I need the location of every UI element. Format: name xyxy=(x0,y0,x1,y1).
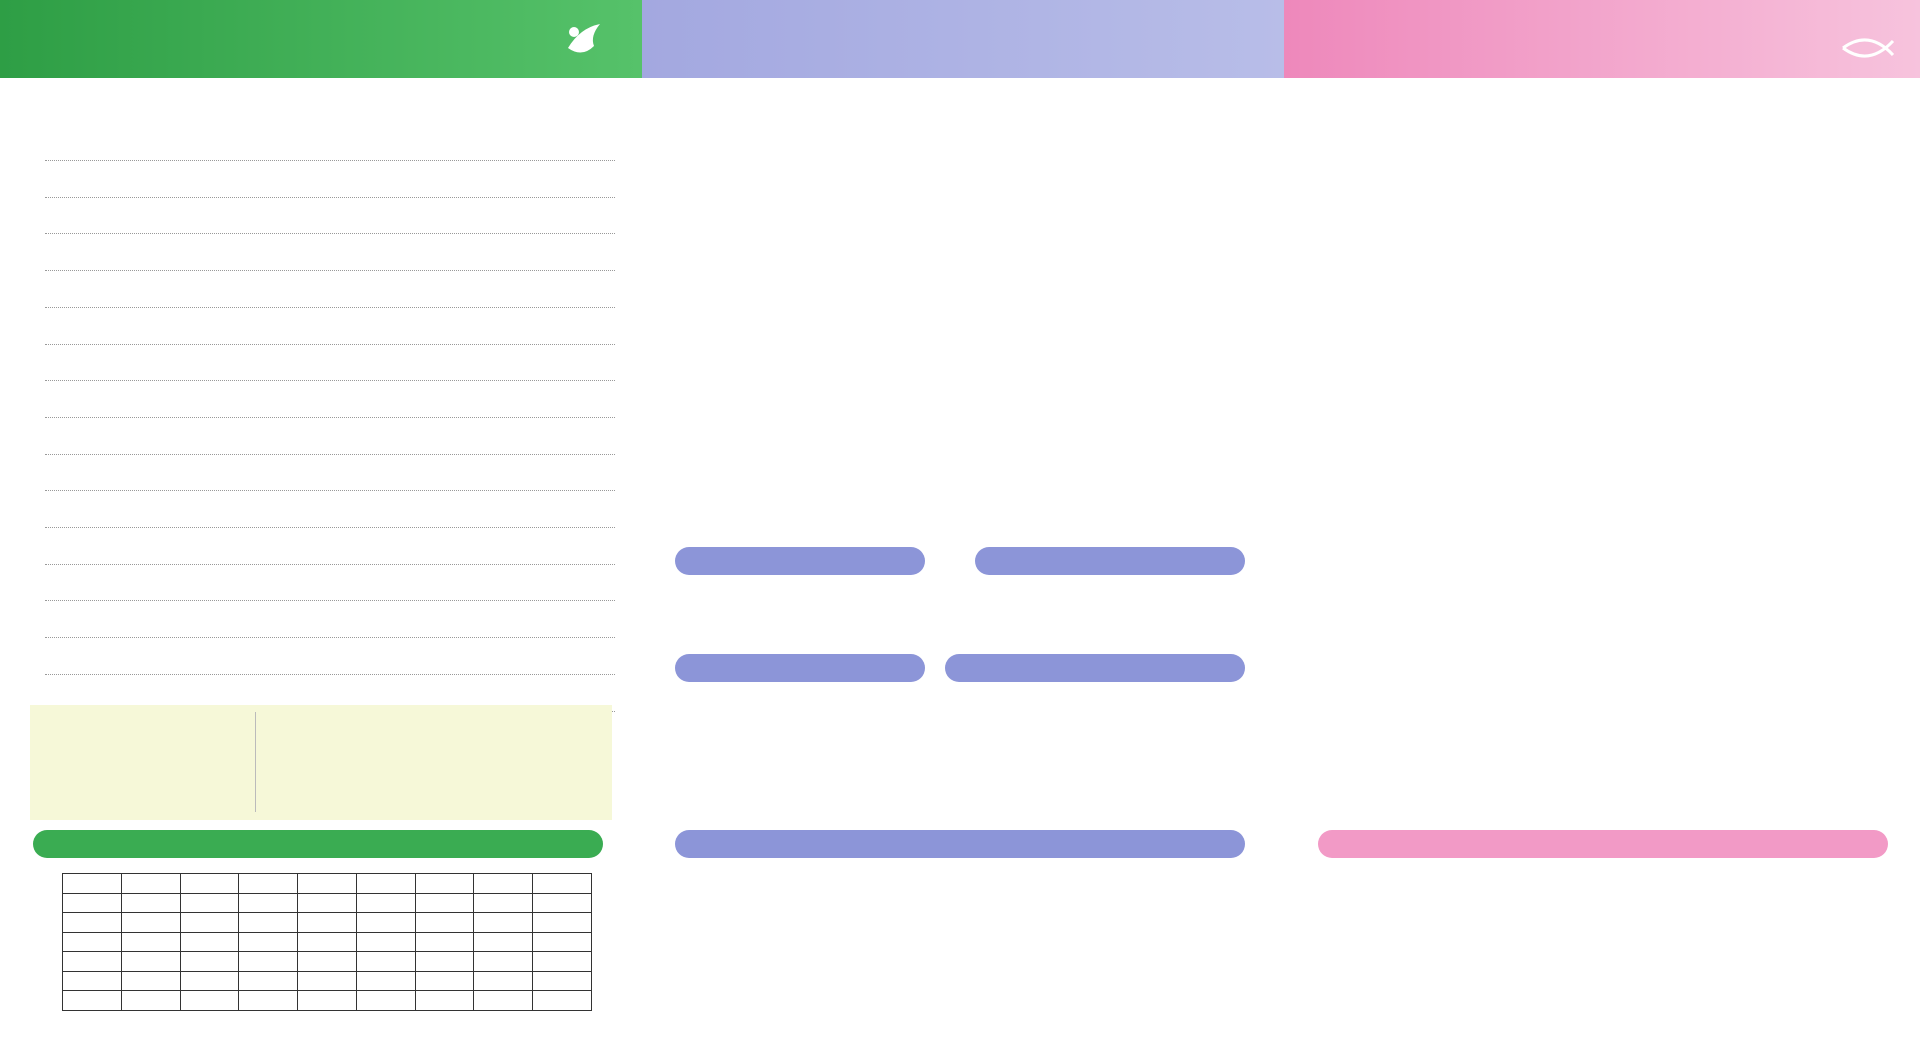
stats-header xyxy=(415,874,474,894)
friday-prayer-title xyxy=(675,547,925,575)
stats-cell xyxy=(63,991,122,1011)
stats-cell xyxy=(121,913,180,933)
stats-header xyxy=(356,874,415,894)
stats-header xyxy=(180,874,239,894)
stats-cell xyxy=(239,932,298,952)
stats-cell xyxy=(298,952,357,972)
stats-cell xyxy=(415,991,474,1011)
stats-row xyxy=(63,932,592,952)
stats-cell xyxy=(121,991,180,1011)
stats-title xyxy=(33,830,603,858)
header-sunday-morning xyxy=(0,0,642,78)
stats-cell xyxy=(415,952,474,972)
stats-cell xyxy=(63,971,122,991)
stats-cell xyxy=(356,971,415,991)
stats-header xyxy=(239,874,298,894)
header-sunday-afternoon xyxy=(642,0,1284,78)
stats-header-row xyxy=(63,874,592,894)
stats-table xyxy=(62,873,592,1011)
stats-row xyxy=(63,952,592,972)
stats-cell xyxy=(533,913,592,933)
stats-header xyxy=(533,874,592,894)
stats-cell xyxy=(533,932,592,952)
dawn-prayer-title xyxy=(975,547,1245,575)
stats-cell xyxy=(533,971,592,991)
order-row xyxy=(45,419,615,455)
third-service-box xyxy=(30,705,612,820)
stats-cell xyxy=(298,971,357,991)
order-row xyxy=(45,345,615,381)
stats-cell xyxy=(415,913,474,933)
order-row xyxy=(45,162,615,198)
stats-cell xyxy=(533,952,592,972)
order-row xyxy=(45,198,615,234)
stats-cell xyxy=(356,893,415,913)
stats-row xyxy=(63,971,592,991)
order-row xyxy=(45,565,615,601)
stats-header xyxy=(298,874,357,894)
stats-cell xyxy=(121,932,180,952)
order-row xyxy=(45,529,615,565)
servants-title xyxy=(675,830,1245,858)
order-row xyxy=(45,235,615,271)
stats-header xyxy=(474,874,533,894)
stats-cell xyxy=(63,952,122,972)
stats-cell xyxy=(474,893,533,913)
stats-cell xyxy=(415,893,474,913)
stats-cell xyxy=(533,893,592,913)
stats-cell xyxy=(474,991,533,1011)
stats-cell xyxy=(415,932,474,952)
stats-cell xyxy=(180,893,239,913)
offering-title xyxy=(945,654,1245,682)
stats-cell xyxy=(63,932,122,952)
stats-cell xyxy=(180,991,239,1011)
stats-row xyxy=(63,913,592,933)
stats-cell xyxy=(239,913,298,933)
stats-cell xyxy=(63,913,122,933)
club-title xyxy=(1318,830,1888,858)
guide-title xyxy=(675,654,925,682)
stats-header xyxy=(121,874,180,894)
order-row xyxy=(45,602,615,638)
stats-cell xyxy=(474,932,533,952)
stats-cell xyxy=(474,971,533,991)
stats-cell xyxy=(298,991,357,1011)
stats-cell xyxy=(298,913,357,933)
stats-cell xyxy=(533,991,592,1011)
stats-cell xyxy=(239,991,298,1011)
stats-cell xyxy=(356,932,415,952)
stats-cell xyxy=(121,971,180,991)
stats-cell xyxy=(356,952,415,972)
order-row xyxy=(45,455,615,491)
order-row xyxy=(45,272,615,308)
order-row xyxy=(45,382,615,418)
stats-cell xyxy=(180,913,239,933)
stats-cell xyxy=(63,893,122,913)
order-row xyxy=(45,309,615,345)
order-row xyxy=(45,492,615,528)
stats-cell xyxy=(239,893,298,913)
stats-cell xyxy=(356,991,415,1011)
stats-cell xyxy=(239,952,298,972)
header-bible-study xyxy=(1284,0,1920,78)
stats-row xyxy=(63,991,592,1011)
stats-cell xyxy=(121,893,180,913)
order-row xyxy=(45,639,615,675)
stats-cell xyxy=(356,913,415,933)
stats-cell xyxy=(474,952,533,972)
stats-cell xyxy=(180,971,239,991)
stats-cell xyxy=(415,971,474,991)
stats-cell xyxy=(121,952,180,972)
order-row xyxy=(45,125,615,161)
stats-cell xyxy=(474,913,533,933)
stats-row xyxy=(63,893,592,913)
stats-cell xyxy=(180,932,239,952)
stats-cell xyxy=(298,932,357,952)
stats-cell xyxy=(239,971,298,991)
stats-header xyxy=(63,874,122,894)
divider xyxy=(255,712,256,812)
stats-cell xyxy=(298,893,357,913)
fish-icon xyxy=(1839,35,1899,61)
dove-icon xyxy=(560,18,610,66)
stats-cell xyxy=(180,952,239,972)
